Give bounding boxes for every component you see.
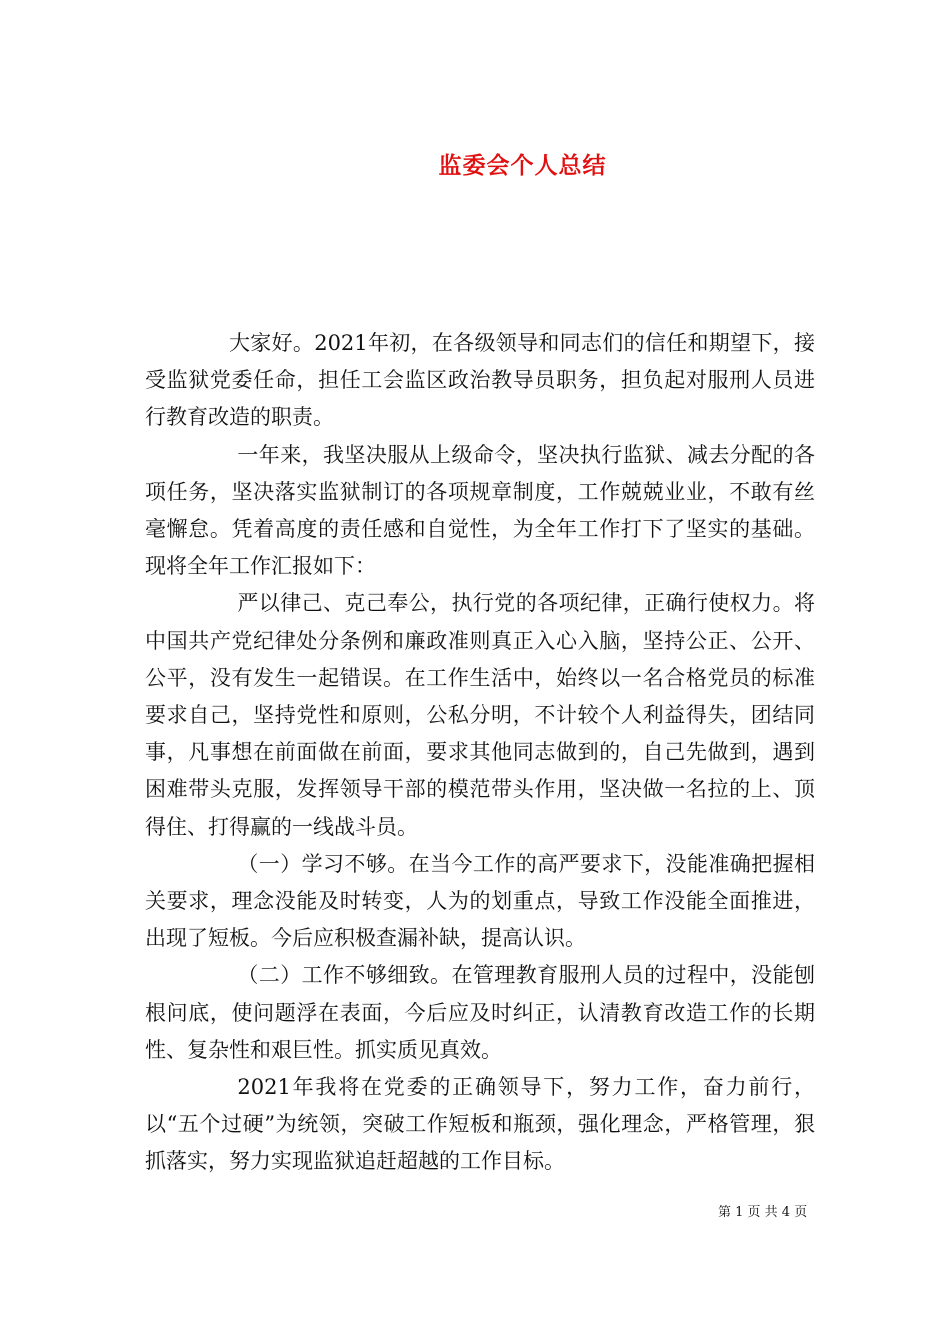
paragraph-shortcoming-study: （一）学习不够。在当今工作的高严要求下，没能准确把握相关要求，理念没能及时转变，人为的划重点，导致工作没能全面推进，出现了短板。今后应积极查漏补缺，提高认识。 — [145, 851, 815, 951]
paragraph-plan: 2021年我将在党委的正确领导下，努力工作，奋力前行，以“五个过硬”为统领，突破工作短板和瓶颈，强化理念，严格管理，狠抓落实，努力实现监狱追赶超越的工作目标。 — [145, 1075, 815, 1174]
document-title: 监委会个人总结 — [438, 153, 607, 180]
document-body — [145, 325, 815, 1181]
page-number: 第 1 页 共 4 页 — [718, 1205, 808, 1220]
paragraph-greeting: 大家好。2021年初，在各级领导和同志们的信任和期望下，接受监狱党委任命，担任工会监区政治教导员职务，担负起对服刑人员进行教育改造的职责。 — [145, 331, 815, 430]
paragraph-overview: 一年来，我坚决服从上级命令，坚决执行监狱、减去分配的各项任务，坚决落实监狱制订的各项规章制度，工作兢兢业业，不敢有丝毫懈怠。凭着高度的责任感和自觉性，为全年工作打下了坚实的基础。现将全年工作汇报如下： — [145, 442, 815, 579]
paragraph-shortcoming-detail: （二）工作不够细致。在管理教育服刑人员的过程中，没能刨根问底，使问题浮在表面，今后应及时纠正，认清教育改造工作的长期性、复杂性和艰巨性。抓实质见真效。 — [145, 963, 815, 1062]
paragraph-discipline: 严以律己、克己奉公，执行党的各项纪律，正确行使权力。将中国共产党纪律处分条例和廉政准则真正入心入脑，坚持公正、公开、公平，没有发生一起错误。在工作生活中，始终以一名合格党员的标准要求自己，坚持党性和原则，公私分明，不计较个人利益得失，团结同事，凡事想在前面做在前面，要求其他同志做到的，自己先做到，遇到困难带头克服，发挥领导干部的模范带头作用，坚决做一名拉的上、顶得住、打得赢的一线战斗员。 — [145, 591, 815, 839]
